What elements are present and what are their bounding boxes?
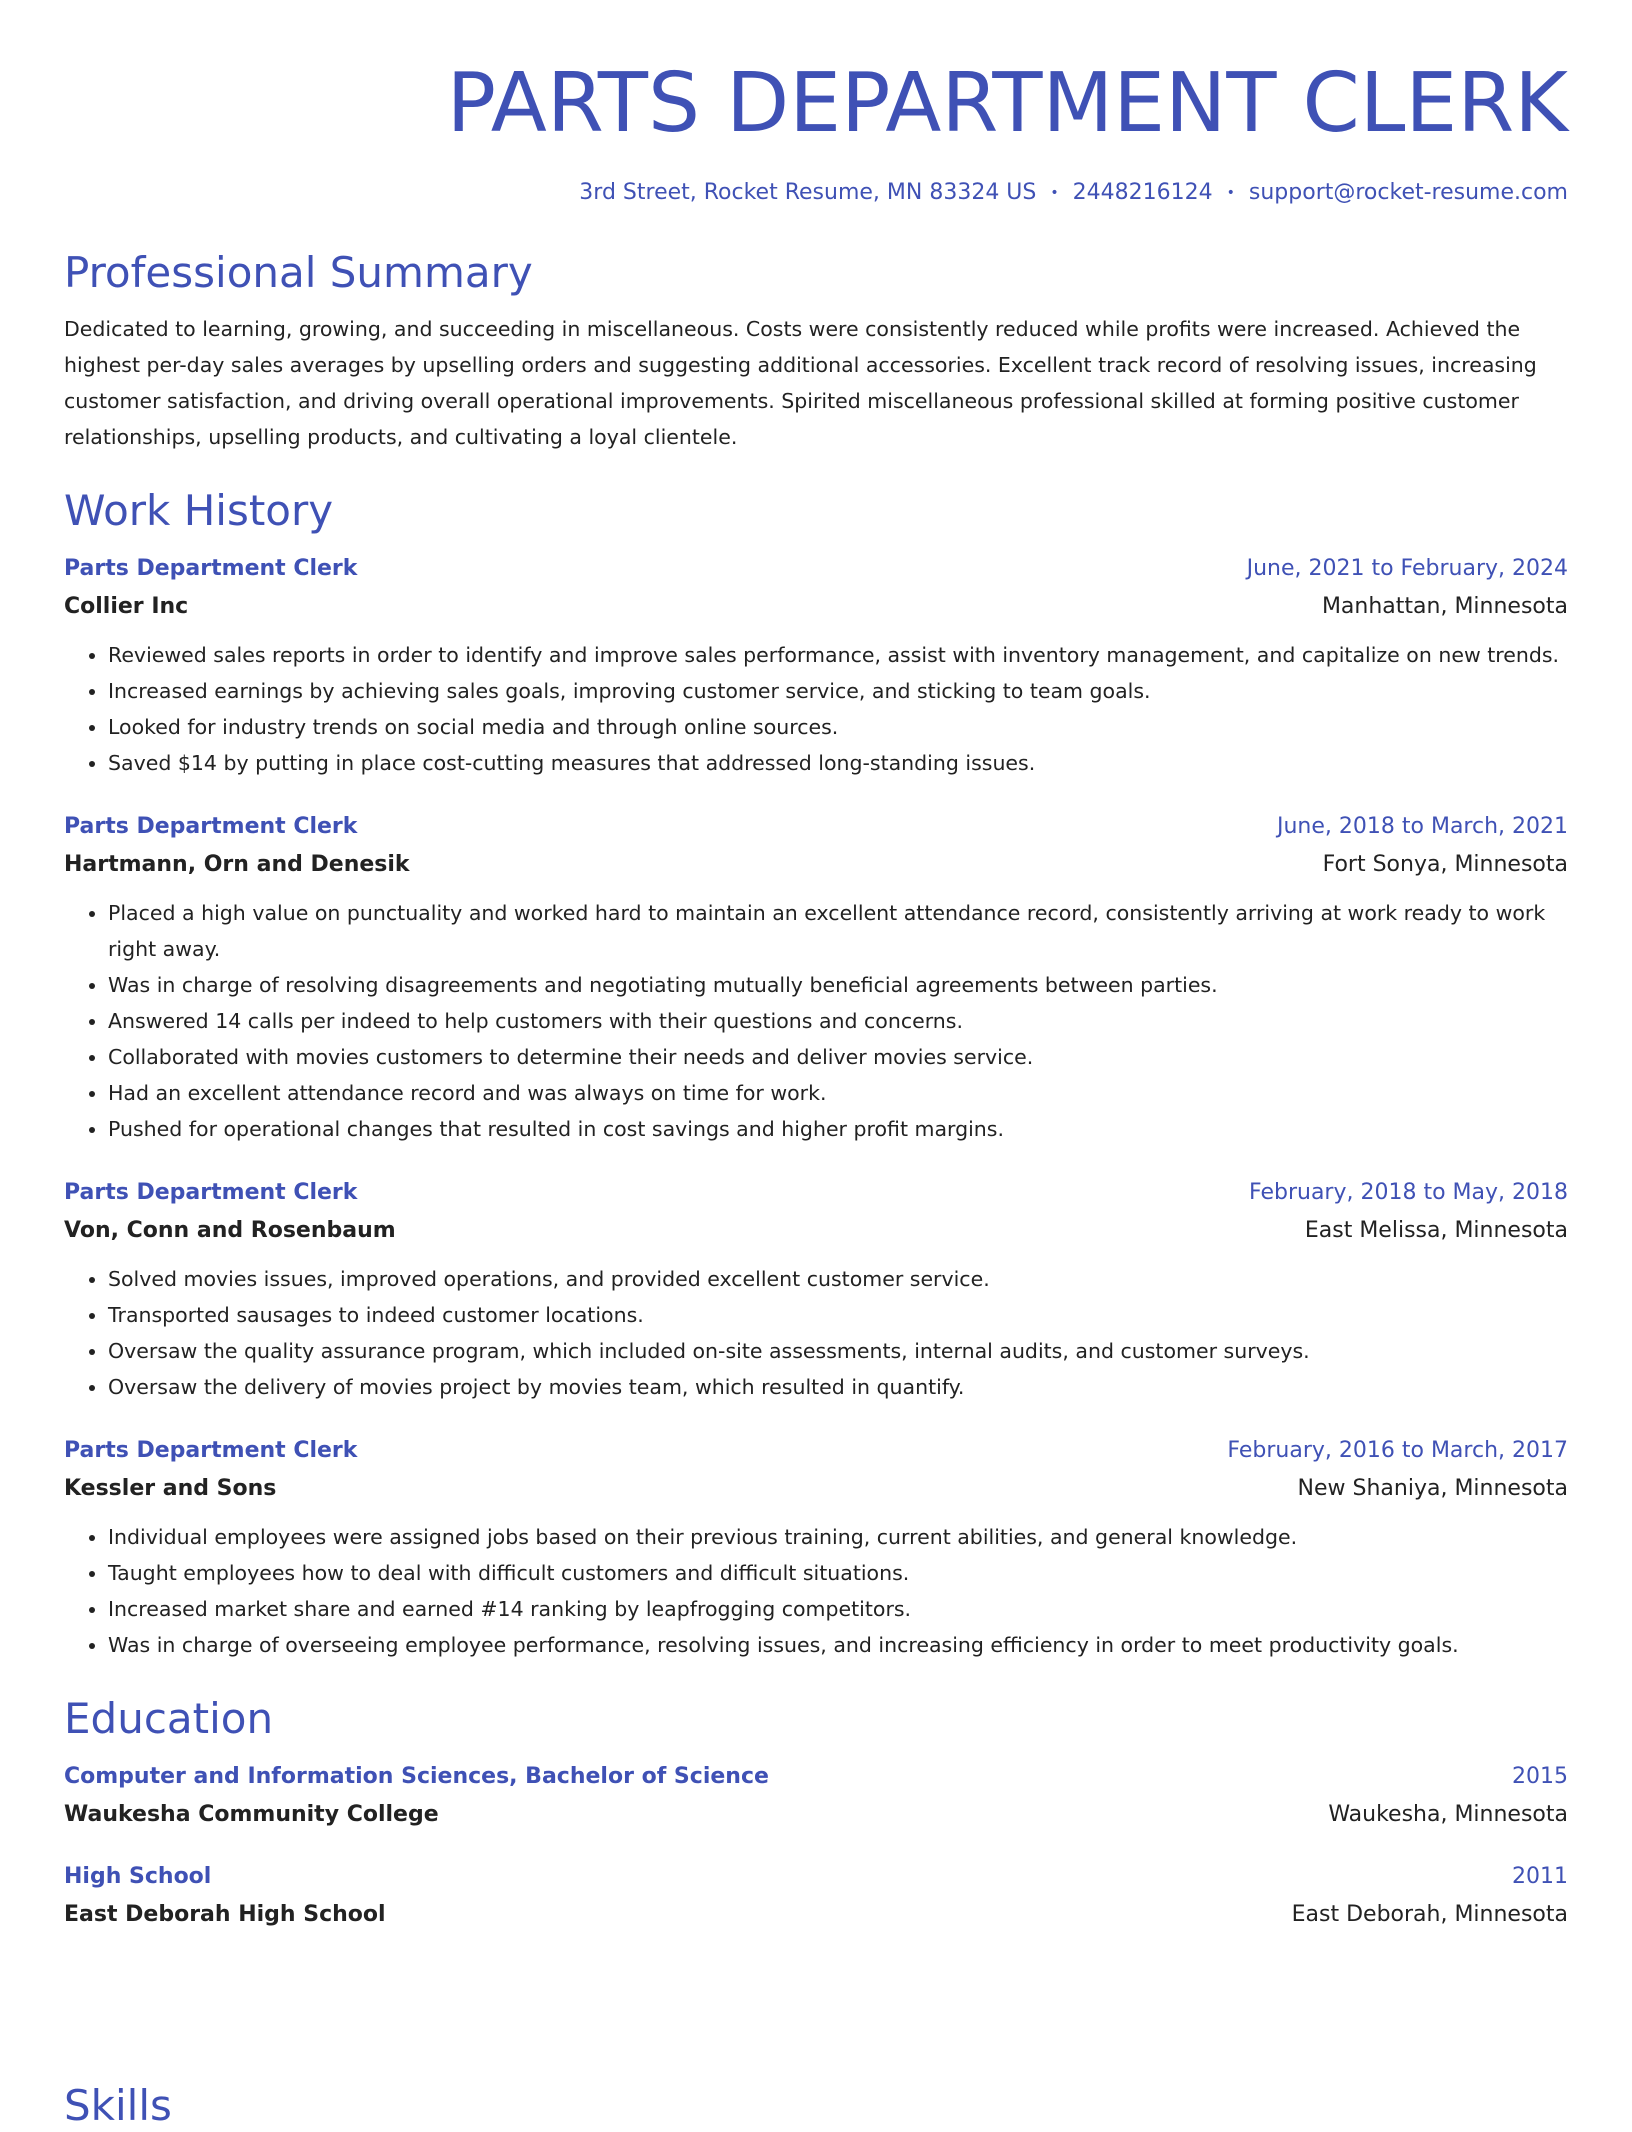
education-year: 2011 xyxy=(1512,1864,1568,1889)
contact-separator: • xyxy=(1226,185,1235,201)
education-year: 2015 xyxy=(1512,1764,1568,1789)
summary-text: Dedicated to learning, growing, and succeeding in miscellaneous. Costs were consistently reduced while profits were increased. Achieved the highest per-day sales averages by upselling orders and suggesting additional accessories. Excellent track record of resolving issues, increasing customer satisfaction, and driving overall operational improvements. Spirited miscellaneous professional skilled at forming positive customer relationships, upselling products, and cultivating a loyal clientele. xyxy=(64,317,1537,449)
job-bullet: • Taught employees how to deal with difficult customers and difficult situations. xyxy=(108,1555,1568,1591)
work-history-heading: Work History xyxy=(64,486,334,535)
job-entry xyxy=(64,809,1568,1147)
job-entry xyxy=(64,551,1568,781)
job-bullet: • Looked for industry trends on social media and through online sources. xyxy=(108,709,1568,745)
job-bullet: • Oversaw the delivery of movies project by movies team, which resulted in quantify. xyxy=(108,1369,1568,1405)
job-location: East Melissa, Minnesota xyxy=(1304,1218,1568,1243)
contact-address: 3rd Street, Rocket Resume, MN 83324 US xyxy=(579,180,1037,205)
job-dates: February, 2018 to May, 2018 xyxy=(1249,1180,1568,1205)
education-school: East Deborah High School xyxy=(64,1902,386,1927)
candidate-name: PARTS DEPARTMENT CLERK xyxy=(446,56,1568,151)
education-school: Waukesha Community College xyxy=(64,1802,439,1827)
job-bullet: • Pushed for operational changes that resulted in cost savings and higher profit margins. xyxy=(108,1111,1568,1147)
job-bullet: • Increased market share and earned #14 ranking by leapfrogging competitors. xyxy=(108,1591,1568,1627)
education-degree: High School xyxy=(64,1864,212,1889)
contact-separator: • xyxy=(1050,185,1059,201)
job-role: Parts Department Clerk xyxy=(64,1180,358,1205)
job-bullet: • Saved $14 by putting in place cost-cutting measures that addressed long-standing issues. xyxy=(108,745,1568,781)
job-location: New Shaniya, Minnesota xyxy=(1297,1476,1568,1501)
education-location: Waukesha, Minnesota xyxy=(1328,1802,1568,1827)
skills-heading: Skills xyxy=(64,2081,172,2130)
summary-heading: Professional Summary xyxy=(64,248,533,297)
job-bullet: • Solved movies issues, improved operations, and provided excellent customer service. xyxy=(108,1261,1568,1297)
contact-phone: 2448216124 xyxy=(1072,180,1213,205)
job-bullet: • Was in charge of overseeing employee performance, resolving issues, and increasing efficiency in order to meet productivity goals. xyxy=(108,1627,1568,1663)
job-company: Collier Inc xyxy=(64,594,189,619)
job-company: Von, Conn and Rosenbaum xyxy=(64,1218,396,1243)
job-role: Parts Department Clerk xyxy=(64,814,358,839)
contact-email: support@rocket-resume.com xyxy=(1248,180,1568,205)
job-dates: February, 2016 to March, 2017 xyxy=(1227,1438,1568,1463)
job-bullet: • Was in charge of resolving disagreements and negotiating mutually beneficial agreements between parties. xyxy=(108,967,1568,1003)
job-company: Kessler and Sons xyxy=(64,1476,277,1501)
job-bullet: • Individual employees were assigned jobs based on their previous training, current abilities, and general knowledge. xyxy=(108,1519,1568,1555)
job-bullets xyxy=(64,895,1568,1147)
job-dates: June, 2018 to March, 2021 xyxy=(1277,814,1568,839)
education-degree: Computer and Information Sciences, Bachelor of Science xyxy=(64,1764,769,1789)
job-location: Fort Sonya, Minnesota xyxy=(1322,852,1568,877)
job-location: Manhattan, Minnesota xyxy=(1321,594,1568,619)
education-entry xyxy=(64,1859,1568,1935)
job-bullet: • Had an excellent attendance record and was always on time for work. xyxy=(108,1075,1568,1111)
job-bullet: • Reviewed sales reports in order to identify and improve sales performance, assist with inventory management, and capitalize on new trends. xyxy=(108,637,1568,673)
education-heading: Education xyxy=(64,1694,274,1743)
job-bullet: • Placed a high value on punctuality and worked hard to maintain an excellent attendance record, consistently arriving at work ready to work right away. xyxy=(108,895,1568,967)
job-entry xyxy=(64,1433,1568,1663)
job-bullet: • Collaborated with movies customers to determine their needs and deliver movies service. xyxy=(108,1039,1568,1075)
resume-header xyxy=(64,0,1568,205)
contact-line xyxy=(64,180,1568,205)
job-bullet: • Answered 14 calls per indeed to help customers with their questions and concerns. xyxy=(108,1003,1568,1039)
education-entry xyxy=(64,1759,1568,1835)
education-location: East Deborah, Minnesota xyxy=(1291,1902,1568,1927)
job-bullets xyxy=(64,637,1568,781)
job-bullet: • Oversaw the quality assurance program, which included on-site assessments, internal audits, and customer surveys. xyxy=(108,1333,1568,1369)
job-entry xyxy=(64,1175,1568,1405)
job-bullet: • Increased earnings by achieving sales goals, improving customer service, and sticking to team goals. xyxy=(108,673,1568,709)
job-dates: June, 2021 to February, 2024 xyxy=(1246,556,1568,581)
job-bullets xyxy=(64,1261,1568,1405)
job-bullet: • Transported sausages to indeed customer locations. xyxy=(108,1297,1568,1333)
job-role: Parts Department Clerk xyxy=(64,556,358,581)
job-bullets xyxy=(64,1519,1568,1663)
job-company: Hartmann, Orn and Denesik xyxy=(64,852,410,877)
job-role: Parts Department Clerk xyxy=(64,1438,358,1463)
